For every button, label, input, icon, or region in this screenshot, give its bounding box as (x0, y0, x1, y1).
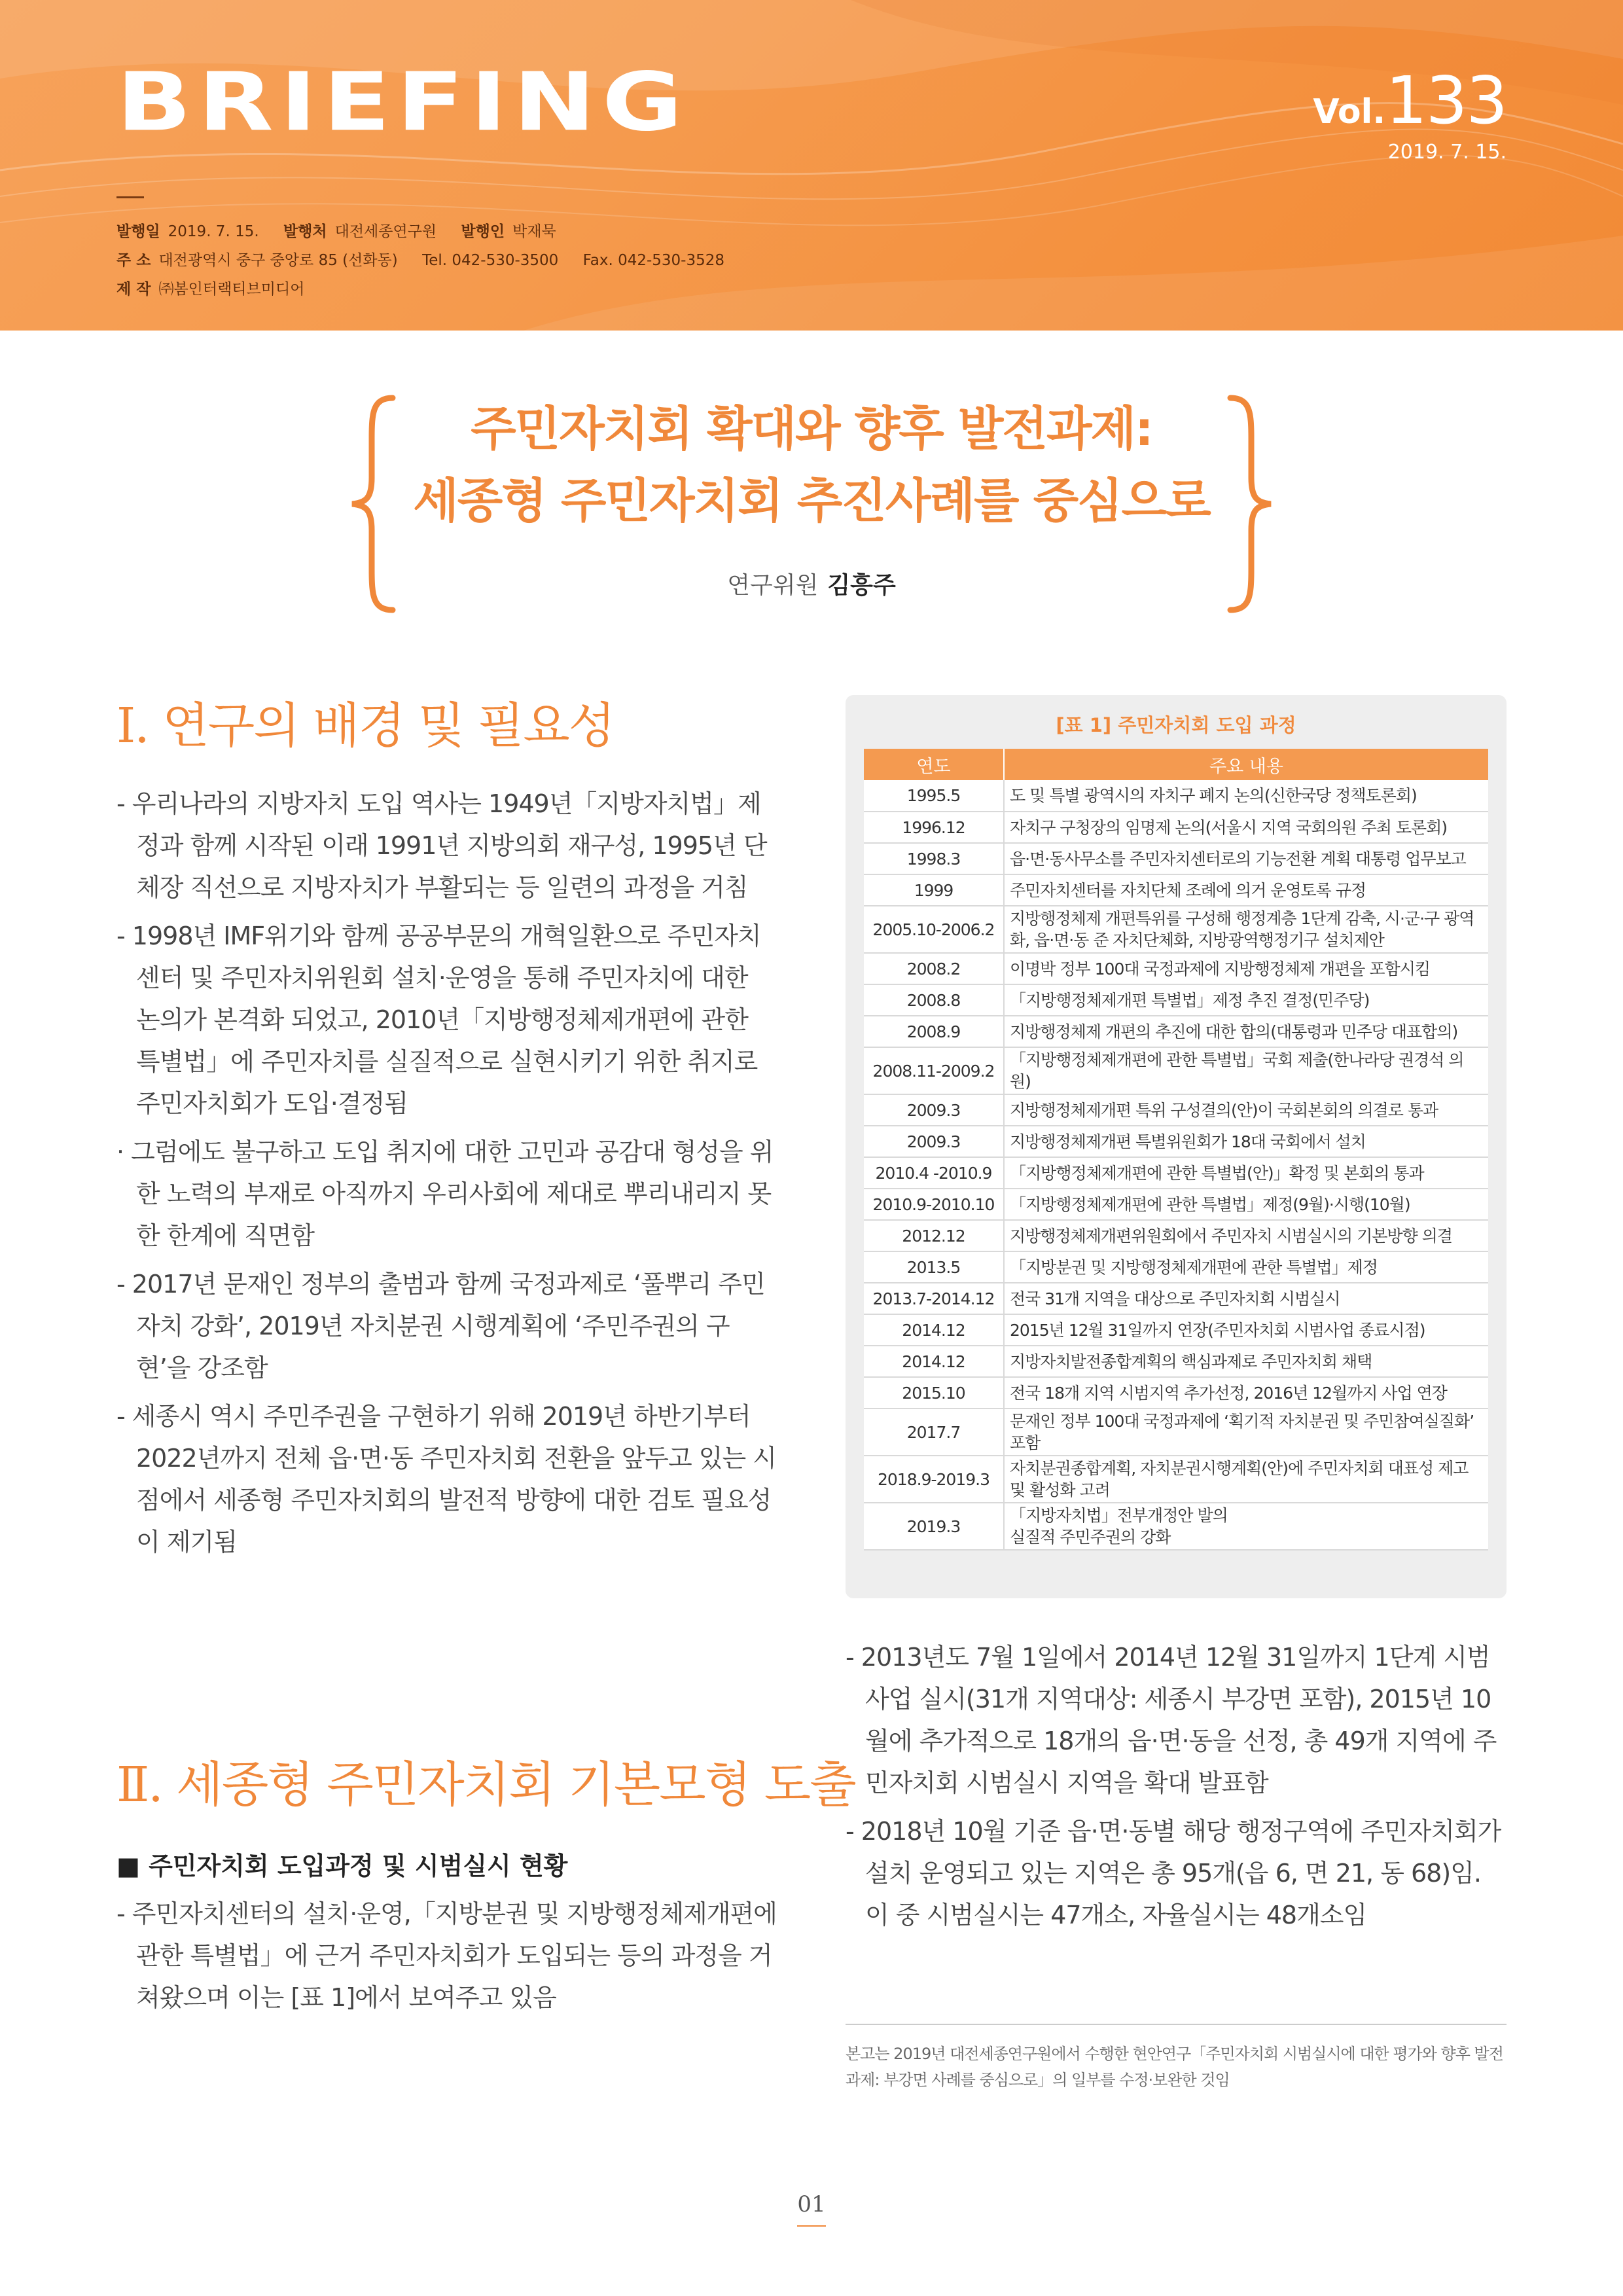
right-column-list (846, 1636, 1507, 1943)
table-row (864, 984, 1488, 1016)
cell-content: 읍·면·동사무소를 주민자치센터로의 기능전환 계획 대통령 업무보고 (1004, 843, 1488, 874)
intro-process-table (864, 749, 1488, 1551)
title-line-2: 세종형 주민자치회 추진사례를 중심으로 (413, 473, 1210, 528)
cell-year: 1998.3 (864, 843, 1004, 874)
list-item: - 세종시 역시 주민주권을 구현하기 위해 2019년 하반기부터 2022년까지 전체 읍·면·동 주민자치회 전환을 앞두고 있는 시점에서 세종형 주민자치회의 발전적 방향에 대한 검토 필요성이 제기됨 (116, 1402, 776, 1556)
table-row (864, 1377, 1488, 1408)
cell-year: 2019.3 (864, 1503, 1004, 1550)
cell-content: 전국 18개 지역 시범지역 추가선정, 2016년 12월까지 사업 연장 (1004, 1377, 1488, 1408)
list-item: - 우리나라의 지방자치 도입 역사는 1949년「지방자치법」제정과 함께 시작된 이래 1991년 지방의회 재구성, 1995년 단체장 직선으로 지방자치가 부활되는 등 일련의 과정을 거침 (116, 789, 767, 902)
cell-year: 2014.12 (864, 1314, 1004, 1346)
table-row (864, 1094, 1488, 1126)
imprint-line-3: 제 작 ㈜봄인터랙티브미디어 (116, 281, 305, 298)
header-banner (0, 0, 1623, 331)
cell-year: 2013.7-2014.12 (864, 1283, 1004, 1314)
cell-content: 지방행정체제개편 특별위원회가 18대 국회에서 설치 (1004, 1126, 1488, 1157)
table-row (864, 1220, 1488, 1251)
table-caption: [표 1] 주민자치회 도입 과정 (1056, 714, 1296, 736)
cell-content: 자치분권종합계획, 자치분권시행계획(안)에 주민자치회 대표성 제고 및 활성화 고려 (1004, 1456, 1488, 1503)
table-row (864, 1189, 1488, 1220)
cell-year: 2008.8 (864, 984, 1004, 1016)
author-role: 연구위원 (727, 572, 819, 599)
cell-content: 「지방행정체제개편에 관한 특별법」제정(9월)·시행(10월) (1004, 1189, 1488, 1220)
list-item: - 2013년도 7월 1일에서 2014년 12월 31일까지 1단계 시범사업 실시(31개 지역대상: 세종시 부강면 포함), 2015년 10월에 추가적으로 18개의 읍·면·동을 선정, 총 49개 지역에 주민자치회 시범실시 지역을 확대 발표함 (846, 1643, 1497, 1797)
cell-content: 지방행정체제개편위원회에서 주민자치 시범실시의 기본방향 의결 (1004, 1220, 1488, 1251)
cell-year: 2018.9-2019.3 (864, 1456, 1004, 1503)
cell-content: 「지방행정체제개편에 관한 특별법(안)」확정 및 본회의 통과 (1004, 1157, 1488, 1189)
table-row (864, 1251, 1488, 1283)
table-row (864, 906, 1488, 953)
cell-content: 도 및 특별 광역시의 자치구 폐지 논의(신한국당 정책토론회) (1004, 780, 1488, 812)
table-row (864, 1047, 1488, 1094)
cell-year: 2013.5 (864, 1251, 1004, 1283)
table-row (864, 1503, 1488, 1550)
section-2-subheading: ■ 주민자치회 도입과정 및 시범실시 현황 (116, 1852, 568, 1880)
cell-content: 「지방행정체제개편에 관한 특별법」국회 제출(한나라당 권경석 의원) (1004, 1047, 1488, 1094)
header-divider (116, 196, 144, 198)
list-item: - 1998년 IMF위기와 함께 공공부문의 개혁일환으로 주민자치센터 및 주민자치위원회 설치·운영을 통해 주민자치에 대한 논의가 본격화 되었고, 2010년「지방행정체제개편에 관한 특별법」에 주민자치를 실질적으로 실현시키기 위한 취지로 주민자치회가 도입·결정됨 (116, 922, 761, 1118)
cell-year: 2014.12 (864, 1346, 1004, 1377)
table-row (864, 780, 1488, 812)
cell-content: 주민자치센터를 자치단체 조례에 의거 운영토록 규정 (1004, 874, 1488, 906)
cell-content: 전국 31개 지역을 대상으로 주민자치회 시범실시 (1004, 1283, 1488, 1314)
volume-indicator (1313, 62, 1507, 139)
cell-content: 지방자치발전종합계획의 핵심과제로 주민자치회 채택 (1004, 1346, 1488, 1377)
issue-date: 2019. 7. 15. (1387, 141, 1507, 164)
author-name: 김흥주 (827, 572, 896, 599)
cell-year: 2012.12 (864, 1220, 1004, 1251)
table-row (864, 874, 1488, 906)
cell-content: 지방행정체제 개편특위를 구성해 행정계층 1단계 감축, 시·군·구 광역화, 읍·면·동 준 자치단체화, 지방광역행정기구 설치제안 (1004, 906, 1488, 953)
cell-year: 2015.10 (864, 1377, 1004, 1408)
table-row (864, 1346, 1488, 1377)
cell-content: 자치구 구청장의 임명제 논의(서울시 지역 국회의원 주최 토론회) (1004, 812, 1488, 843)
section-1-heading: Ⅰ. 연구의 배경 및 필요성 (116, 698, 615, 754)
list-item: - 2017년 문재인 정부의 출범과 함께 국정과제로 ‘풀뿌리 주민자치 강화’, 2019년 자치분권 시행계획에 ‘주민주권의 구현’을 강조함 (116, 1270, 765, 1382)
footnote-divider (846, 2024, 1507, 2025)
cell-year: 1999 (864, 874, 1004, 906)
cell-year: 2010.9-2010.10 (864, 1189, 1004, 1220)
author-line (0, 567, 1623, 600)
footnote: 본고는 2019년 대전세종연구원에서 수행한 현안연구「주민자치회 시범실시에 대한 평가와 향후 발전과제: 부강면 사례를 중심으로」의 일부를 수정·보완한 것임 (846, 2045, 1503, 2089)
table-row (864, 1126, 1488, 1157)
table-row (864, 1016, 1488, 1047)
cell-content: 2015년 12월 31일까지 연장(주민자치회 시범사업 종료시점) (1004, 1314, 1488, 1346)
cell-year: 2009.3 (864, 1126, 1004, 1157)
table-row (864, 1408, 1488, 1456)
cell-year: 1995.5 (864, 780, 1004, 812)
table-panel (846, 695, 1507, 1598)
table-row (864, 812, 1488, 843)
cell-content: 지방행정체제 개편의 추진에 대한 합의(대통령과 민주당 대표합의) (1004, 1016, 1488, 1047)
cell-year: 2008.11-2009.2 (864, 1047, 1004, 1094)
cell-year: 2008.9 (864, 1016, 1004, 1047)
cell-content: 지방행정체제개편 특위 구성결의(안)이 국회본회의 의결로 통과 (1004, 1094, 1488, 1126)
table-row (864, 1157, 1488, 1189)
list-item: - 2018년 10월 기준 읍·면·동별 해당 행정구역에 주민자치회가 설치 운영되고 있는 지역은 총 95개(읍 6, 면 21, 동 68)임. 이 중 시범실시는 47개소, 자율실시는 48개소임 (846, 1817, 1501, 1929)
page-number-rule (797, 2225, 826, 2227)
section-2-heading: Ⅱ. 세종형 주민자치회 기본모형 도출 (116, 1757, 855, 1813)
table-row (864, 1283, 1488, 1314)
briefing-logo: BRIEFING (116, 56, 690, 149)
cell-year: 2009.3 (864, 1094, 1004, 1126)
table-row (864, 843, 1488, 874)
table-header-row (864, 749, 1488, 780)
cell-content: 이명박 정부 100대 국정과제에 지방행정체제 개편을 포함시킴 (1004, 953, 1488, 984)
cell-content: 문재인 정부 100대 국정과제에 ‘획기적 자치분권 및 주민참여실질화’ 포함 (1004, 1408, 1488, 1456)
cell-content: 「지방자치법」전부개정안 발의 실질적 주민주권의 강화 (1004, 1503, 1488, 1550)
page-number: 01 (797, 2191, 826, 2217)
table-row (864, 1456, 1488, 1503)
imprint-line-1: 발행일 2019. 7. 15. 발행처 대전세종연구원 발행인 박재묵 (116, 223, 556, 240)
volume-label: Vol. (1313, 92, 1386, 132)
section-2-list (116, 1893, 777, 2025)
table-row (864, 953, 1488, 984)
cell-year: 2005.10-2006.2 (864, 906, 1004, 953)
cell-year: 1996.12 (864, 812, 1004, 843)
cell-content: 「지방행정체제개편 특별법」제정 추진 결정(민주당) (1004, 984, 1488, 1016)
col-header-content: 주요 내용 (1004, 749, 1488, 780)
cell-year: 2010.4 -2010.9 (864, 1157, 1004, 1189)
list-item: · 그럼에도 불구하고 도입 취지에 대한 고민과 공감대 형성을 위한 노력의 부재로 아직까지 우리사회에 제대로 뿌리내리지 못한 한계에 직면함 (116, 1138, 774, 1250)
list-item: - 주민자치센터의 설치·운영,「지방분권 및 지방행정체제개편에 관한 특별법」에 근거 주민자치회가 도입되는 등의 과정을 거쳐왔으며 이는 [표 1]에서 보여주고 있음 (116, 1899, 777, 2012)
title-line-1: 주민자치회 확대와 향후 발전과제: (471, 401, 1152, 456)
cell-year: 2017.7 (864, 1408, 1004, 1456)
page-title (406, 393, 1217, 537)
imprint-line-2: 주 소 대전광역시 중구 중앙로 85 (선화동) Tel. 042-530-3500 Fax. 042-530-3528 (116, 252, 725, 269)
volume-number: 133 (1385, 62, 1507, 139)
section-1-list (116, 783, 777, 1570)
cell-year: 2008.2 (864, 953, 1004, 984)
col-header-year: 연도 (864, 749, 1004, 780)
imprint-block (116, 217, 724, 304)
table-row (864, 1314, 1488, 1346)
cell-content: 「지방분권 및 지방행정체제개편에 관한 특별법」제정 (1004, 1251, 1488, 1283)
